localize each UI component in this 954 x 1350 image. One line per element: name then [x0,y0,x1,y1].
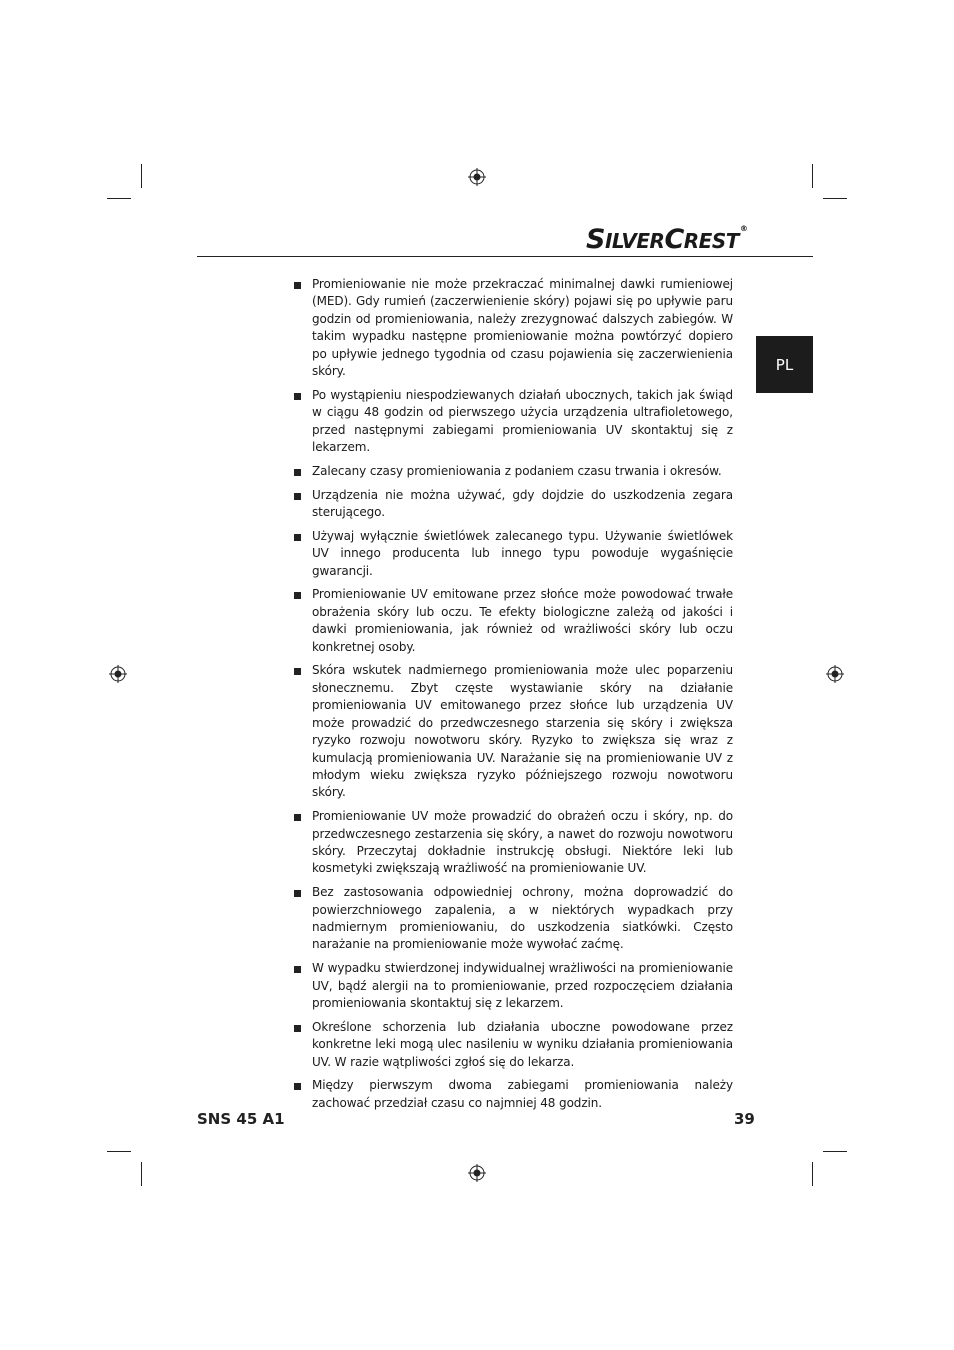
registration-mark-icon [468,1164,486,1182]
square-bullet-icon [294,493,301,500]
list-item-text: Skóra wskutek nadmiernego promieniowania może ulec poparzeniu słonecznemu. Zbyt częste wystawianie skóry na działanie promieniowania UV emitowanego przez słońce lub urządzenia UV może prowadzić do przedwczesnego starzenia się skóry i zwiększa ryzyko rozwoju nowotworu skóry. Ryzyko to zwiększa się wraz z kumulacją promieniowania UV. Narażanie się na promieniowanie UV z młodym wieku zwiększa ryzyko późniejszego rozwoju nowotworu skóry. [312,663,733,800]
registration-mark-icon [826,665,844,683]
list-item-text: Zalecany czasy promieniowania z podaniem czasu trwania i okresów. [312,463,722,478]
square-bullet-icon [294,282,301,289]
list-item-text: Bez zastosowania odpowiedniej ochrony, można doprowadzić do powierzchniowego zapalenia, a w niektórych wypadkach przy nadmiernym promieniowaniu, do uszkodzenia siatkówki. Często narażanie na promieniowanie może wywołać zaćmę. [312,885,733,952]
square-bullet-icon [294,1025,301,1032]
list-item-text: Promieniowanie UV emitowane przez słońce może powodować trwałe obrażenia skóry lub oczu. Te efekty biologiczne zależą od jakości i dawki promieniowania, jak również od wrażliwości skóry lub oczu konkretnej osoby. [312,587,733,654]
list-item [293,662,733,801]
list-item [293,586,733,656]
language-tab-label: PL [775,355,794,374]
crop-mark [812,164,813,188]
crop-mark [812,1162,813,1186]
list-item-text: Po wystąpieniu niespodziewanych działań ubocznych, takich jak świąd w ciągu 48 godzin od pierwszego użycia urządzenia ultrafioletowego, przed następnymi zabiegami promieniowania UV skontaktuj się z lekarzem. [312,387,733,455]
list-item-text: Promieniowanie UV może prowadzić do obrażeń oczu i skóry, np. do przedwczesnego zestarzenia się skóry, a nawet do rozwoju nowotworu skóry. Przeczytaj dokładnie instrukcję obsługi. Niektóre leki lub kosmetyki zwiększają wrażliwość na promieniowanie UV. [312,809,733,876]
page-number: 39 [734,1110,755,1128]
crop-mark [107,198,131,199]
square-bullet-icon [294,592,301,599]
list-item-text: Określone schorzenia lub działania uboczne powodowane przez konkretne leki mogą ulec nasileniu w wyniku działania promieniowania UV. W razie wątpliwości zgłoś się do lekarza. [312,1019,733,1069]
crop-mark [823,1151,847,1152]
registration-mark-icon [109,665,127,683]
list-item-text: Promieniowanie nie może przekraczać minimalnej dawki rumieniowej (MED). Gdy rumień (zaczerwienienie skóry) pojawi się po upływie paru godzin od promieniowania, należy zrezygnować dalszych zabiegów. W takim wypadku następne promieniowanie można powtórzyć dopiero po upływie jednego tygodnia od czasu pojawienia się zaczerwienienia skóry. [312,277,733,379]
list-item [293,884,733,954]
model-number: SNS 45 A1 [197,1110,285,1128]
list-item [293,276,733,380]
crop-mark [107,1151,131,1152]
list-item [293,960,733,1012]
list-item-text: Używaj wyłącznie świetlówek zalecanego typu. Używanie świetlówek UV innego producenta lub innego typu powoduje wygaśnięcie gwarancji. [312,528,733,578]
crop-mark [823,198,847,199]
square-bullet-icon [294,1083,301,1090]
crop-mark [141,1162,142,1186]
language-tab [756,336,813,393]
list-item-text: Między pierwszym dwoma zabiegami promieniowania należy zachować przedział czasu co najmniej 48 godzin. [312,1078,733,1110]
list-item [293,387,733,457]
square-bullet-icon [294,814,301,821]
list-item [293,528,733,580]
list-item [293,808,733,878]
safety-instructions-list [293,276,733,1119]
brand-logo: SILVERCREST® [586,224,748,255]
header-rule [197,256,813,257]
square-bullet-icon [294,668,301,675]
list-item [293,463,733,480]
square-bullet-icon [294,469,301,476]
registration-mark-icon [468,168,486,186]
square-bullet-icon [294,534,301,541]
list-item-text: W wypadku stwierdzonej indywidualnej wrażliwości na promieniowanie UV, bądź alergii na to promieniowanie, przed rozpoczęciem działania promieniowania skontaktuj się z lekarzem. [312,961,733,1010]
square-bullet-icon [294,393,301,400]
list-item [293,487,733,522]
square-bullet-icon [294,966,301,973]
list-item [293,1077,733,1112]
crop-mark [141,164,142,188]
list-item-text: Urządzenia nie można używać, gdy dojdzie do uszkodzenia zegara sterującego. [312,487,733,520]
list-item [293,1019,733,1071]
square-bullet-icon [294,890,301,897]
